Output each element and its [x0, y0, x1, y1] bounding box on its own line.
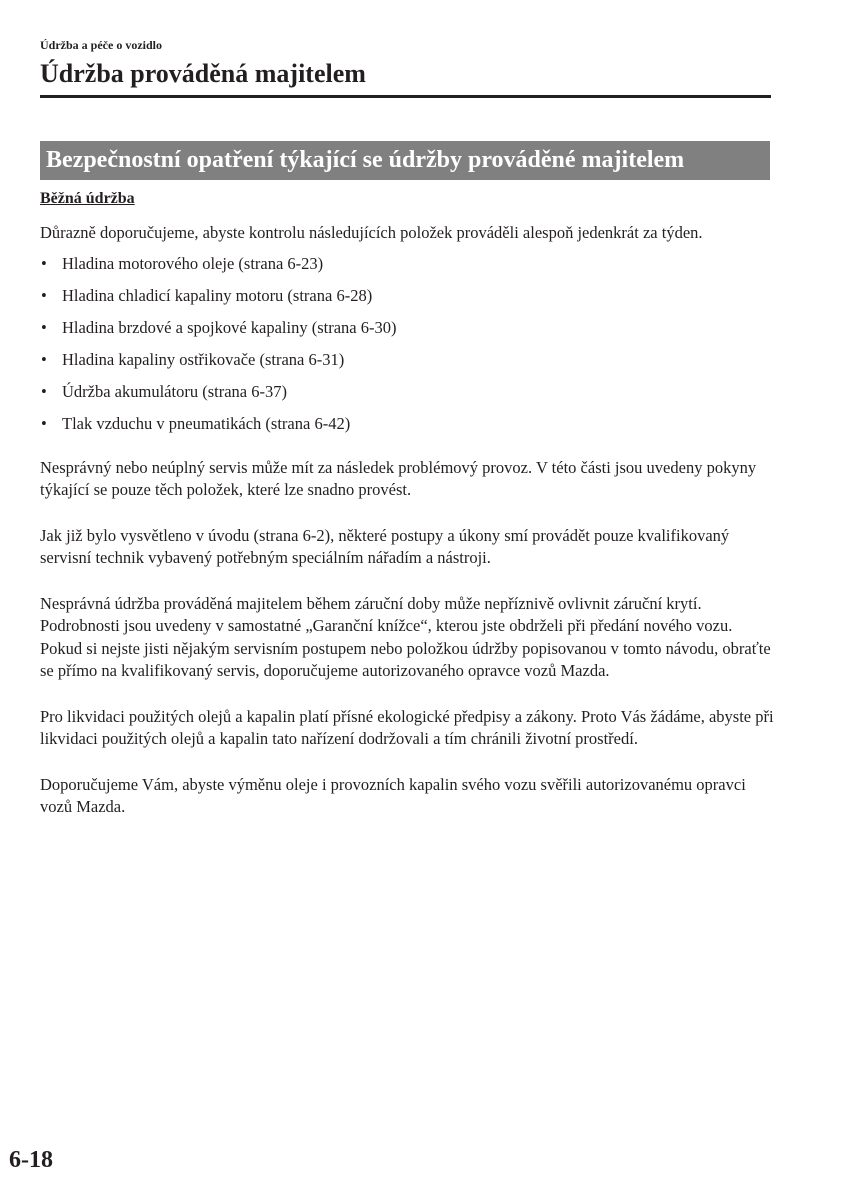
section-banner — [40, 141, 770, 180]
bullet-icon: • — [41, 350, 47, 369]
body-paragraph: Nesprávná údržba prováděná majitelem během záruční doby může nepříznivě ovlivnit záruční krytí. Podrobnosti jsou uvedeny v samostatné „Garanční knížce“, kterou jste obdrželi při předání nového vozu. Pokud si nejste jisti nějakým servisním postupem nebo položkou údržby popisovanou v tomto návodu, obraťte se přímo na kvalifikovaný servis, doporučujeme autorizovaného opravce vozů Mazda. — [40, 593, 771, 680]
list-item-text: Hladina brzdové a spojkové kapaliny (strana 6-30) — [62, 318, 397, 337]
bullet-icon: • — [41, 286, 47, 305]
page-number: 6-18 — [9, 1147, 53, 1173]
list-item — [40, 285, 775, 308]
list-item — [40, 253, 775, 276]
list-item-text: Hladina motorového oleje (strana 6-23) — [62, 254, 324, 273]
list-item — [40, 413, 775, 436]
subheading: Běžná údržba — [40, 190, 135, 207]
page-title: Údržba prováděná majitelem — [40, 59, 366, 88]
list-item-text: Údržba akumulátoru (strana 6-37) — [62, 382, 287, 401]
section-title: Bezpečnostní opatření týkající se údržby prováděné majitelem — [46, 147, 685, 173]
bullet-icon: • — [41, 254, 47, 273]
list-item-text: Hladina chladicí kapaliny motoru (strana 6-28) — [62, 286, 373, 305]
list-item-text: Tlak vzduchu v pneumatikách (strana 6-42) — [62, 414, 351, 433]
list-item — [40, 317, 775, 340]
body-paragraph: Nesprávný nebo neúplný servis může mít za následek problémový provoz. V této části jsou uvedeny pokyny týkající se pouze těch položek, které lze snadno provést. — [40, 457, 757, 499]
section-content — [40, 188, 775, 842]
body-paragraph: Doporučujeme Vám, abyste výměnu oleje i provozních kapalin svého vozu svěřili autorizovanému opravci vozů Mazda. — [40, 774, 746, 816]
list-item-text: Hladina kapaliny ostřikovače (strana 6-31) — [62, 350, 345, 369]
intro-paragraph: Důrazně doporučujeme, abyste kontrolu následujících položek prováděli alespoň jedenkrát za týden. — [40, 222, 703, 242]
check-items-list — [40, 253, 775, 436]
bullet-icon: • — [41, 414, 47, 433]
bullet-icon: • — [41, 382, 47, 401]
list-item — [40, 349, 775, 372]
title-divider — [40, 95, 771, 98]
body-paragraph: Pro likvidaci použitých olejů a kapalin platí přísné ekologické předpisy a zákony. Proto Vás žádáme, abyste při likvidaci použitých olejů a kapalin tato nařízení dodržovali a tím chránili životní prostředí. — [40, 706, 774, 748]
bullet-icon: • — [41, 318, 47, 337]
body-paragraph: Jak již bylo vysvětleno v úvodu (strana 6-2), některé postupy a úkony smí provádět pouze kvalifikovaný servisní technik vybavený potřebným speciálním nářadím a nástroji. — [40, 525, 730, 567]
list-item — [40, 381, 775, 404]
breadcrumb: Údržba a péče o vozidlo — [40, 38, 162, 52]
